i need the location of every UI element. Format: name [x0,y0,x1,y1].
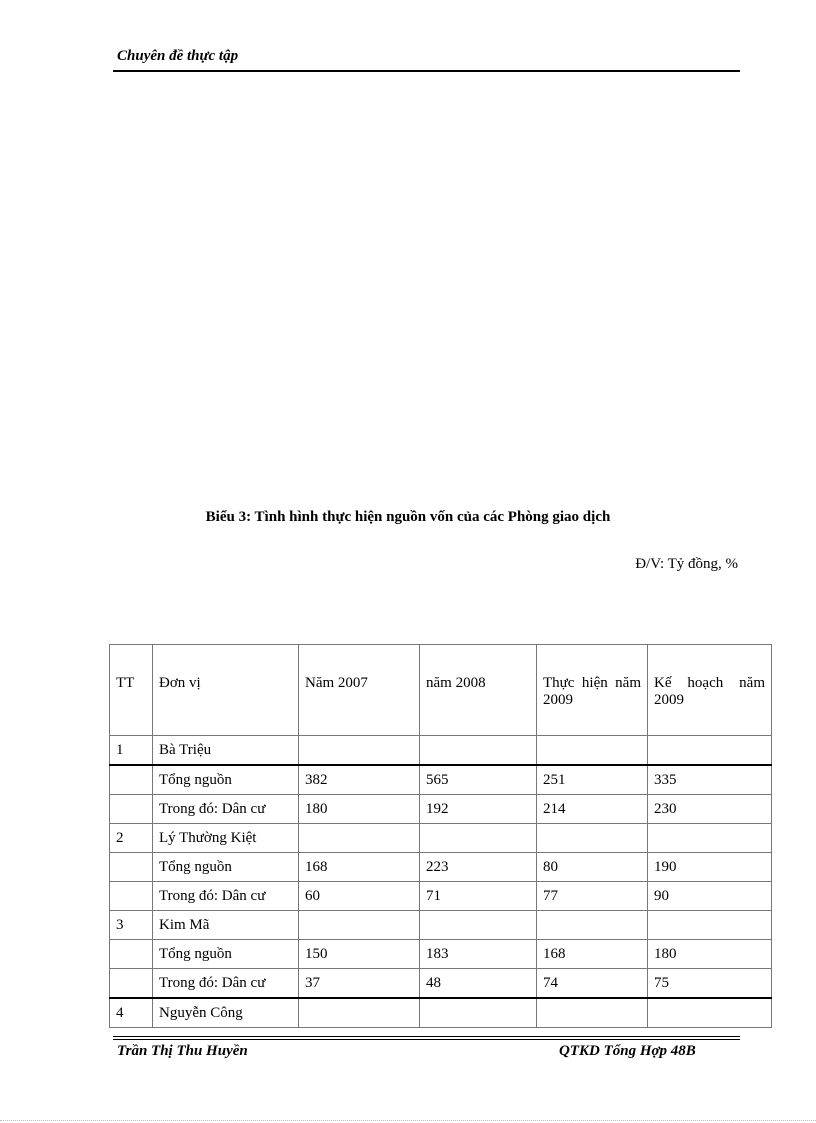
header-cell-tt: TT [110,645,153,736]
table-row [110,853,772,882]
table-cell: Bà Triệu [153,736,299,766]
table-row [110,911,772,940]
header-cell-2007: Năm 2007 [299,645,420,736]
table-cell: 183 [420,940,537,969]
table-row [110,969,772,999]
table-cell [110,969,153,999]
table-cell [420,824,537,853]
table-cell [648,736,772,766]
header-cell-2008: năm 2008 [420,645,537,736]
table-cell [299,998,420,1028]
footer-author: Trần Thị Thu Huyền [117,1043,248,1059]
table-row [110,795,772,824]
table-cell: Nguyễn Công [153,998,299,1028]
table-row [110,998,772,1028]
table-cell: 37 [299,969,420,999]
table-cell: Lý Thường Kiệt [153,824,299,853]
table-cell: 335 [648,765,772,795]
table-cell: 74 [537,969,648,999]
table-cell: Trong đó: Dân cư [153,969,299,999]
table-row [110,940,772,969]
table-cell: 190 [648,853,772,882]
table-cell: Tổng nguồn [153,765,299,795]
table-cell: 48 [420,969,537,999]
table-cell [110,882,153,911]
table-cell [299,911,420,940]
table-cell [420,911,537,940]
table-cell [648,998,772,1028]
table-cell: 565 [420,765,537,795]
table-cell [537,736,648,766]
table-row [110,824,772,853]
table-cell: 223 [420,853,537,882]
table-cell: 180 [299,795,420,824]
table-cell [420,998,537,1028]
table-cell [299,736,420,766]
table-cell: 3 [110,911,153,940]
table-cell: Tổng nguồn [153,853,299,882]
table-cell [299,824,420,853]
table-cell: 192 [420,795,537,824]
table-cell [648,824,772,853]
table-cell [110,940,153,969]
table-caption: Biểu 3: Tình hình thực hiện nguồn vốn của các Phòng giao dịch [205,509,611,525]
table-cell [110,795,153,824]
table-cell [537,998,648,1028]
header-cell-plan-2009: Kế hoạch năm 2009 [648,645,772,736]
table-row [110,765,772,795]
table-cell: 251 [537,765,648,795]
table-cell [648,911,772,940]
table-cell: 168 [299,853,420,882]
table-cell: 180 [648,940,772,969]
table-cell: 60 [299,882,420,911]
footer-class: QTKD Tổng Hợp 48B [559,1043,696,1059]
table-cell: Trong đó: Dân cư [153,882,299,911]
table-cell: 150 [299,940,420,969]
table-row [110,736,772,766]
table-cell [537,824,648,853]
table-cell: Tổng nguồn [153,940,299,969]
table-cell: 75 [648,969,772,999]
table-cell: 71 [420,882,537,911]
table-cell [420,736,537,766]
unit-note: Đ/V: Tỷ đồng, % [635,556,738,572]
table-row [110,882,772,911]
table-cell: 90 [648,882,772,911]
table-cell: 230 [648,795,772,824]
header-cell-unit: Đơn vị [153,645,299,736]
header-divider [113,70,740,72]
table-cell: 1 [110,736,153,766]
table-cell: Trong đó: Dân cư [153,795,299,824]
table-cell: 214 [537,795,648,824]
table-cell: 80 [537,853,648,882]
table-cell [110,765,153,795]
table-cell [537,911,648,940]
table-cell: 382 [299,765,420,795]
table-cell: 2 [110,824,153,853]
table-cell: 77 [537,882,648,911]
table-cell: 4 [110,998,153,1028]
table-cell [110,853,153,882]
table-cell: Kim Mã [153,911,299,940]
table-cell: 168 [537,940,648,969]
capital-table [109,644,772,1028]
header-cell-actual-2009: Thực hiện năm 2009 [537,645,648,736]
page-header-title: Chuyên đề thực tập [117,48,239,64]
table-header-row [110,645,772,736]
page-bottom-border [0,1120,816,1121]
footer-divider [113,1036,740,1040]
table-body [110,736,772,1028]
